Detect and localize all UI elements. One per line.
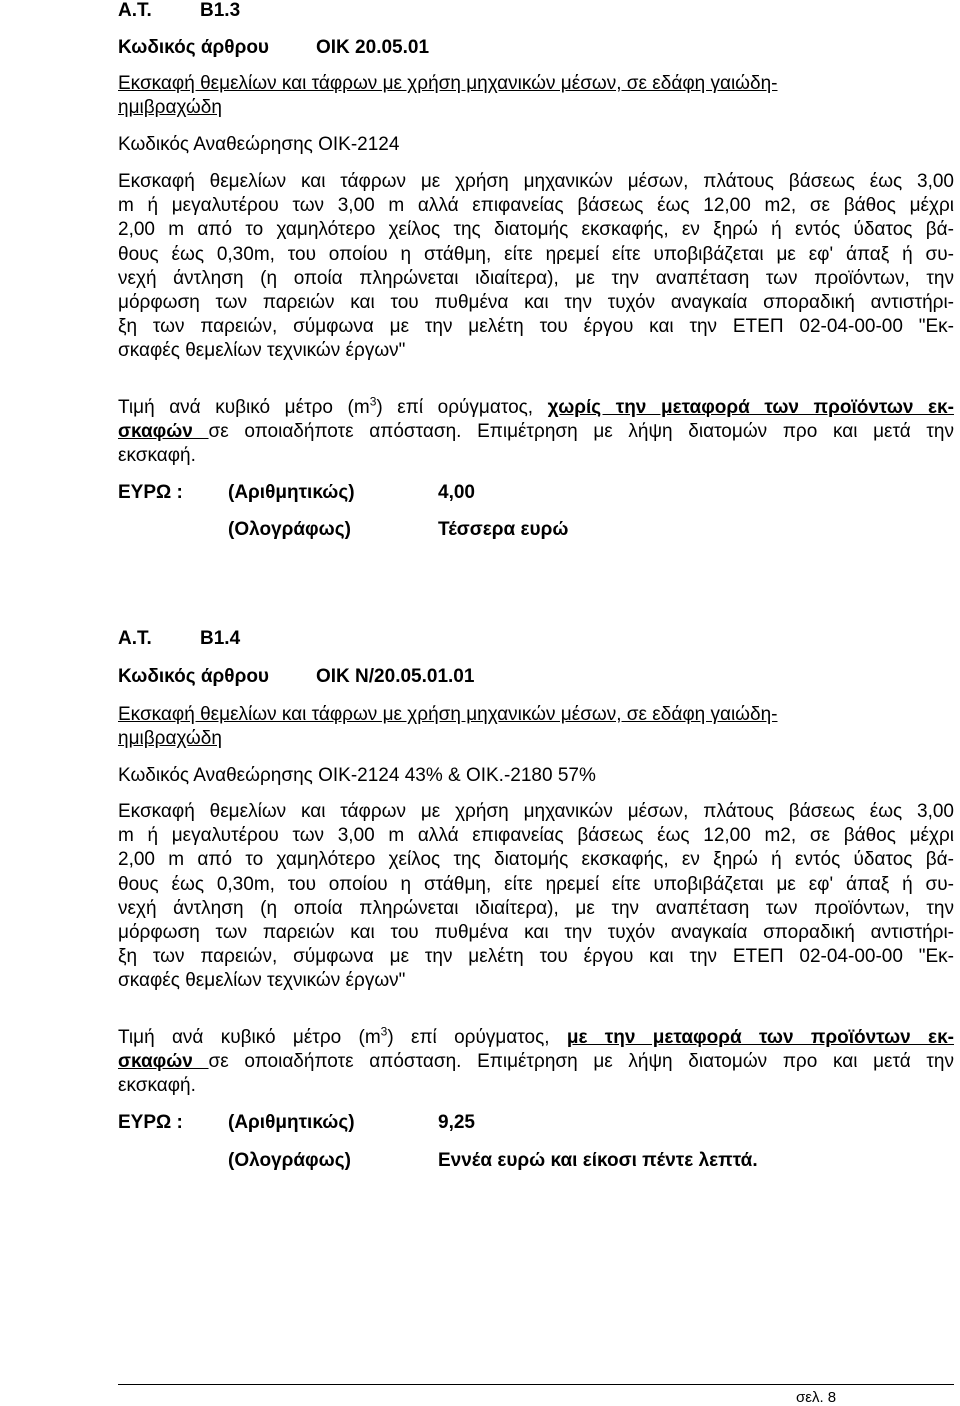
item-title-line1: Εκσκαφή θεμελίων και τάφρων με χρήση μηχανικών μέσων, σε εδάφη γαιώδη- xyxy=(118,704,778,725)
description-line: 2,00 m από το χαμηλότερο χείλος της διατομής εκσκαφής, εν ξηρώ ή εντός ύδατος βά- xyxy=(118,849,954,871)
description-line: νεχή άντληση (η οποία πληρώνεται ιδιαίτερα), με την αναπέταση των προϊόντων, την xyxy=(118,267,954,289)
at-code: Β1.4 xyxy=(200,628,241,649)
price-emphasis: σκαφών xyxy=(118,1051,209,1073)
page-number: σελ. 8 xyxy=(796,1389,837,1406)
numeric-value: 4,00 xyxy=(438,482,475,503)
price-text: σε οποιαδήποτε απόσταση. Επιμέτρηση με λήψη διατομών προ και μετά την xyxy=(208,421,954,443)
words-label: (Ολογράφως) xyxy=(228,1150,351,1171)
item-description xyxy=(118,800,954,994)
at-label: Α.Τ. xyxy=(118,0,152,21)
item-title-line2: ημιβραχώδη xyxy=(118,97,222,118)
item-title-line2: ημιβραχώδη xyxy=(118,728,222,749)
numeric-value: 9,25 xyxy=(438,1112,475,1133)
price-text: εκσκαφή. xyxy=(118,1075,196,1097)
description-line: m ή μεγαλυτέρου των 3,00 m αλλά επιφανείας βάσεως έως 12,00 m2, σε βάθος μέχρι xyxy=(118,825,954,847)
euro-label: ΕΥΡΩ : xyxy=(118,482,183,503)
description-line: σκαφές θεμελίων τεχνικών έργων" xyxy=(118,340,406,362)
description-line: ξη των παρειών, σύμφωνα με την μελέτη του έργου και την ΕΤΕΠ 02-04-00-00 "Εκ- xyxy=(118,316,954,338)
description-line: μόρφωση των παρειών και του πυθμένα και την τυχόν αναγκαία σποραδική αντιστήρι- xyxy=(118,922,954,944)
price-unit-superscript: 3 xyxy=(369,394,377,409)
description-line: νεχή άντληση (η οποία πληρώνεται ιδιαίτερα), με την αναπέταση των προϊόντων, την xyxy=(118,897,954,919)
words-value: Εννέα ευρώ και είκοσι πέντε λεπτά. xyxy=(438,1150,758,1171)
article-code: ΟΙΚ Ν/20.05.01.01 xyxy=(316,666,475,687)
price-text: Τιμή ανά κυβικό μέτρο (m xyxy=(118,397,370,418)
numeric-label: (Αριθμητικώς) xyxy=(228,1112,355,1133)
description-line: θους έως 0,30m, του οποίου η στάθμη, είτε ηρεμεί είτε υποβιβάζεται με εφ' άπαξ ή συ- xyxy=(118,873,954,895)
price-text: Τιμή ανά κυβικό μέτρο (m xyxy=(118,1027,381,1048)
revision-code: Κωδικός Αναθεώρησης ΟΙΚ-2124 43% & ΟΙΚ.-2180 57% xyxy=(118,765,596,786)
description-line: μόρφωση των παρειών και του πυθμένα και την τυχόν αναγκαία σποραδική αντιστήρι- xyxy=(118,292,954,314)
price-emphasis: σκαφών xyxy=(118,421,209,443)
euro-label: ΕΥΡΩ : xyxy=(118,1112,183,1133)
article-code: ΟΙΚ 20.05.01 xyxy=(316,37,430,58)
price-description xyxy=(118,1026,954,1099)
description-line: θους έως 0,30m, του οποίου η στάθμη, είτε ηρεμεί είτε υποβιβάζεται με εφ' άπαξ ή συ- xyxy=(118,243,954,265)
article-label: Κωδικός άρθρου xyxy=(118,37,269,58)
price-emphasis: χωρίς την μεταφορά των προϊόντων εκ- xyxy=(547,397,954,418)
price-unit-superscript: 3 xyxy=(380,1024,388,1039)
revision-code: Κωδικός Αναθεώρησης ΟΙΚ-2124 xyxy=(118,134,400,155)
price-text: ) επί ορύγματος, xyxy=(376,397,548,418)
at-code: Β1.3 xyxy=(200,0,241,21)
footer-divider xyxy=(118,1384,954,1385)
description-line: 2,00 m από το χαμηλότερο χείλος της διατομής εκσκαφής, εν ξηρώ ή εντός ύδατος βά- xyxy=(118,219,954,241)
words-value: Τέσσερα ευρώ xyxy=(438,519,569,540)
description-line: σκαφές θεμελίων τεχνικών έργων" xyxy=(118,970,406,992)
description-line: ξη των παρειών, σύμφωνα με την μελέτη του έργου και την ΕΤΕΠ 02-04-00-00 "Εκ- xyxy=(118,946,954,968)
price-description xyxy=(118,396,954,469)
item-title-line1: Εκσκαφή θεμελίων και τάφρων με χρήση μηχανικών μέσων, σε εδάφη γαιώδη- xyxy=(118,73,778,94)
item-description xyxy=(118,170,954,364)
words-label: (Ολογράφως) xyxy=(228,519,351,540)
price-text: σε οποιαδήποτε απόσταση. Επιμέτρηση με λήψη διατομών προ και μετά την xyxy=(208,1051,954,1073)
price-emphasis: με την μεταφορά των προϊόντων εκ- xyxy=(566,1027,954,1048)
at-label: Α.Τ. xyxy=(118,628,152,649)
article-label: Κωδικός άρθρου xyxy=(118,666,269,687)
numeric-label: (Αριθμητικώς) xyxy=(228,482,355,503)
description-line: Εκσκαφή θεμελίων και τάφρων με χρήση μηχανικών μέσων, πλάτους βάσεως έως 3,00 xyxy=(118,801,954,822)
description-line: m ή μεγαλυτέρου των 3,00 m αλλά επιφανείας βάσεως έως 12,00 m2, σε βάθος μέχρι xyxy=(118,195,954,217)
price-text: εκσκαφή. xyxy=(118,445,196,467)
price-text: ) επί ορύγματος, xyxy=(387,1027,567,1048)
description-line: Εκσκαφή θεμελίων και τάφρων με χρήση μηχανικών μέσων, πλάτους βάσεως έως 3,00 xyxy=(118,171,954,192)
